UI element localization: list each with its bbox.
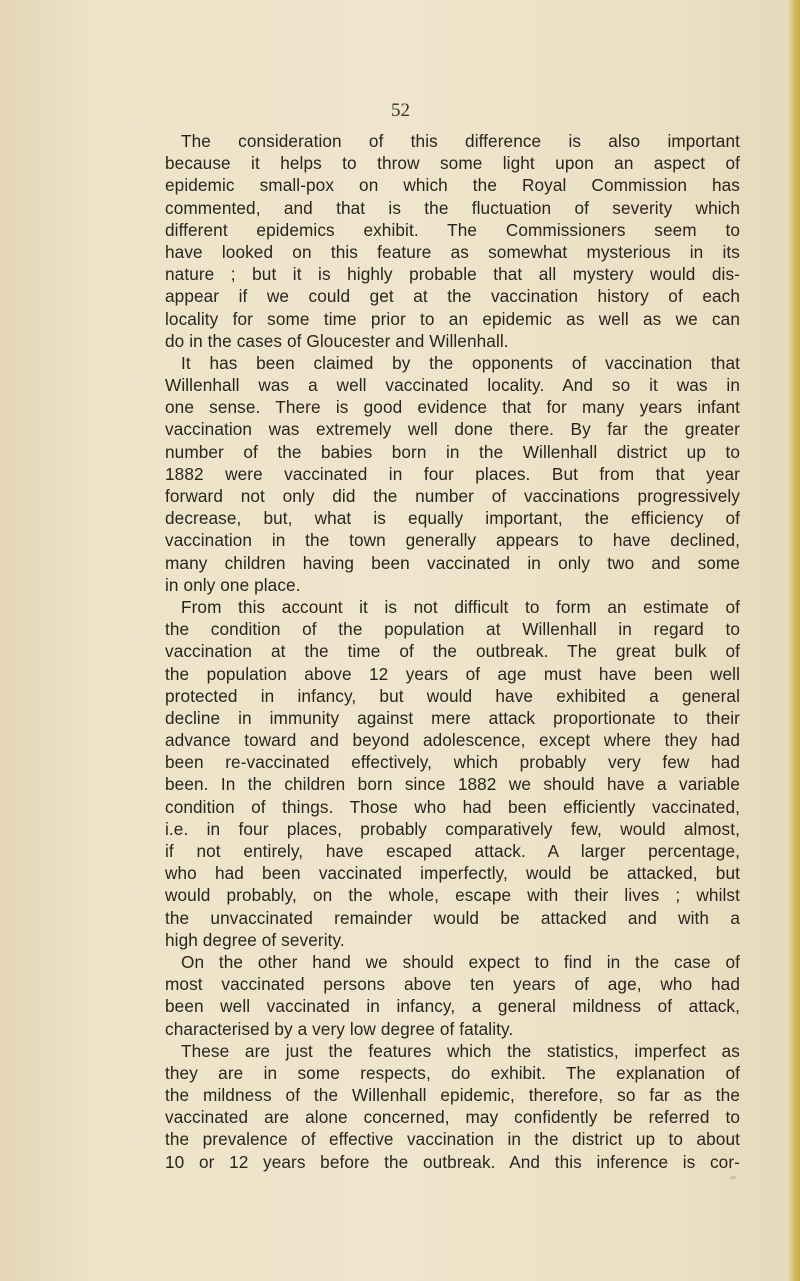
- text-line: been re-vaccinated effectively, which probably very few had: [165, 752, 740, 773]
- text-line: vaccination was extremely well done there. By far the greater: [165, 419, 740, 440]
- text-line: protected in infancy, but would have exhibited a general: [165, 685, 740, 706]
- text-line: From this account it is not difficult to form an estimate of: [181, 596, 740, 617]
- text-line: they are in some respects, do exhibit. The explanation of: [165, 1062, 740, 1083]
- text-line: commented, and that is the fluctuation of severity which: [165, 197, 740, 218]
- text-line: number of the babies born in the Willenhall district up to: [165, 441, 740, 462]
- text-line: 10 or 12 years before the outbreak. And this inference is cor-: [165, 1151, 740, 1172]
- paragraph: [165, 1040, 740, 1173]
- text-line: high degree of severity.: [165, 929, 345, 950]
- text-line: who had been vaccinated imperfectly, would be attacked, but: [165, 863, 740, 884]
- text-line: appear if we could get at the vaccination history of each: [165, 286, 740, 307]
- text-line: decline in immunity against mere attack proportionate to their: [165, 707, 740, 728]
- text-line: do in the cases of Gloucester and Willenhall.: [165, 330, 509, 351]
- text-line: epidemic small-pox on which the Royal Commission has: [165, 175, 740, 196]
- paragraph: [165, 130, 740, 352]
- text-line: It has been claimed by the opponents of vaccination that: [181, 352, 740, 373]
- text-line: These are just the features which the statistics, imperfect as: [181, 1040, 740, 1061]
- text-line: many children having been vaccinated in only two and some: [165, 552, 740, 573]
- text-line: been well vaccinated in infancy, a general mildness of attack,: [165, 996, 740, 1017]
- text-line: condition of things. Those who had been efficiently vaccinated,: [165, 796, 740, 817]
- text-line: 1882 were vaccinated in four places. But from that year: [165, 463, 740, 484]
- text-line: locality for some time prior to an epidemic as well as we can: [165, 308, 740, 329]
- text-line: the population above 12 years of age must have been well: [165, 663, 740, 684]
- text-line: one sense. There is good evidence that for many years infant: [165, 397, 740, 418]
- text-line: advance toward and beyond adolescence, except where they had: [165, 730, 740, 751]
- page-mark: [730, 1176, 736, 1179]
- page-edge: [788, 0, 800, 1281]
- text-line: if not entirely, have escaped attack. A larger percentage,: [165, 841, 740, 861]
- paragraph: [165, 951, 740, 1040]
- text-line: vaccinated are alone concerned, may confidently be referred to: [165, 1107, 740, 1128]
- text-line: vaccination at the time of the outbreak. The great bulk of: [165, 641, 740, 662]
- text-line: characterised by a very low degree of fatality.: [165, 1018, 514, 1039]
- text-line: Willenhall was a well vaccinated locality. And so it was in: [165, 375, 740, 396]
- text-line: the condition of the population at Willenhall in regard to: [165, 619, 740, 640]
- paragraph: [165, 596, 740, 951]
- text-line: the unvaccinated remainder would be attacked and with a: [165, 907, 740, 928]
- text-line: in only one place.: [165, 574, 301, 595]
- text-line: because it helps to throw some light upon an aspect of: [165, 153, 740, 174]
- text-line: forward not only did the number of vaccinations progressively: [165, 486, 740, 506]
- page-number: 52: [391, 100, 410, 121]
- text-line: decrease, but, what is equally important, the efficiency of: [165, 508, 740, 529]
- text-line: vaccination in the town generally appears to have declined,: [165, 530, 740, 551]
- body-text: [165, 130, 740, 1173]
- paragraph: [165, 352, 740, 596]
- text-line: most vaccinated persons above ten years of age, who had: [165, 974, 740, 995]
- text-line: i.e. in four places, probably comparatively few, would almost,: [165, 818, 740, 839]
- text-line: The consideration of this difference is also important: [181, 131, 740, 151]
- text-line: been. In the children born since 1882 we should have a variable: [165, 774, 740, 795]
- text-line: nature ; but it is highly probable that all mystery would dis-: [165, 264, 740, 285]
- text-line: would probably, on the whole, escape with their lives ; whilst: [165, 885, 740, 906]
- text-line: the mildness of the Willenhall epidemic, therefore, so far as the: [165, 1085, 740, 1106]
- text-line: On the other hand we should expect to find in the case of: [181, 951, 740, 972]
- text-line: have looked on this feature as somewhat mysterious in its: [165, 241, 740, 262]
- text-line: different epidemics exhibit. The Commissioners seem to: [165, 219, 740, 240]
- text-line: the prevalence of effective vaccination in the district up to about: [165, 1129, 740, 1150]
